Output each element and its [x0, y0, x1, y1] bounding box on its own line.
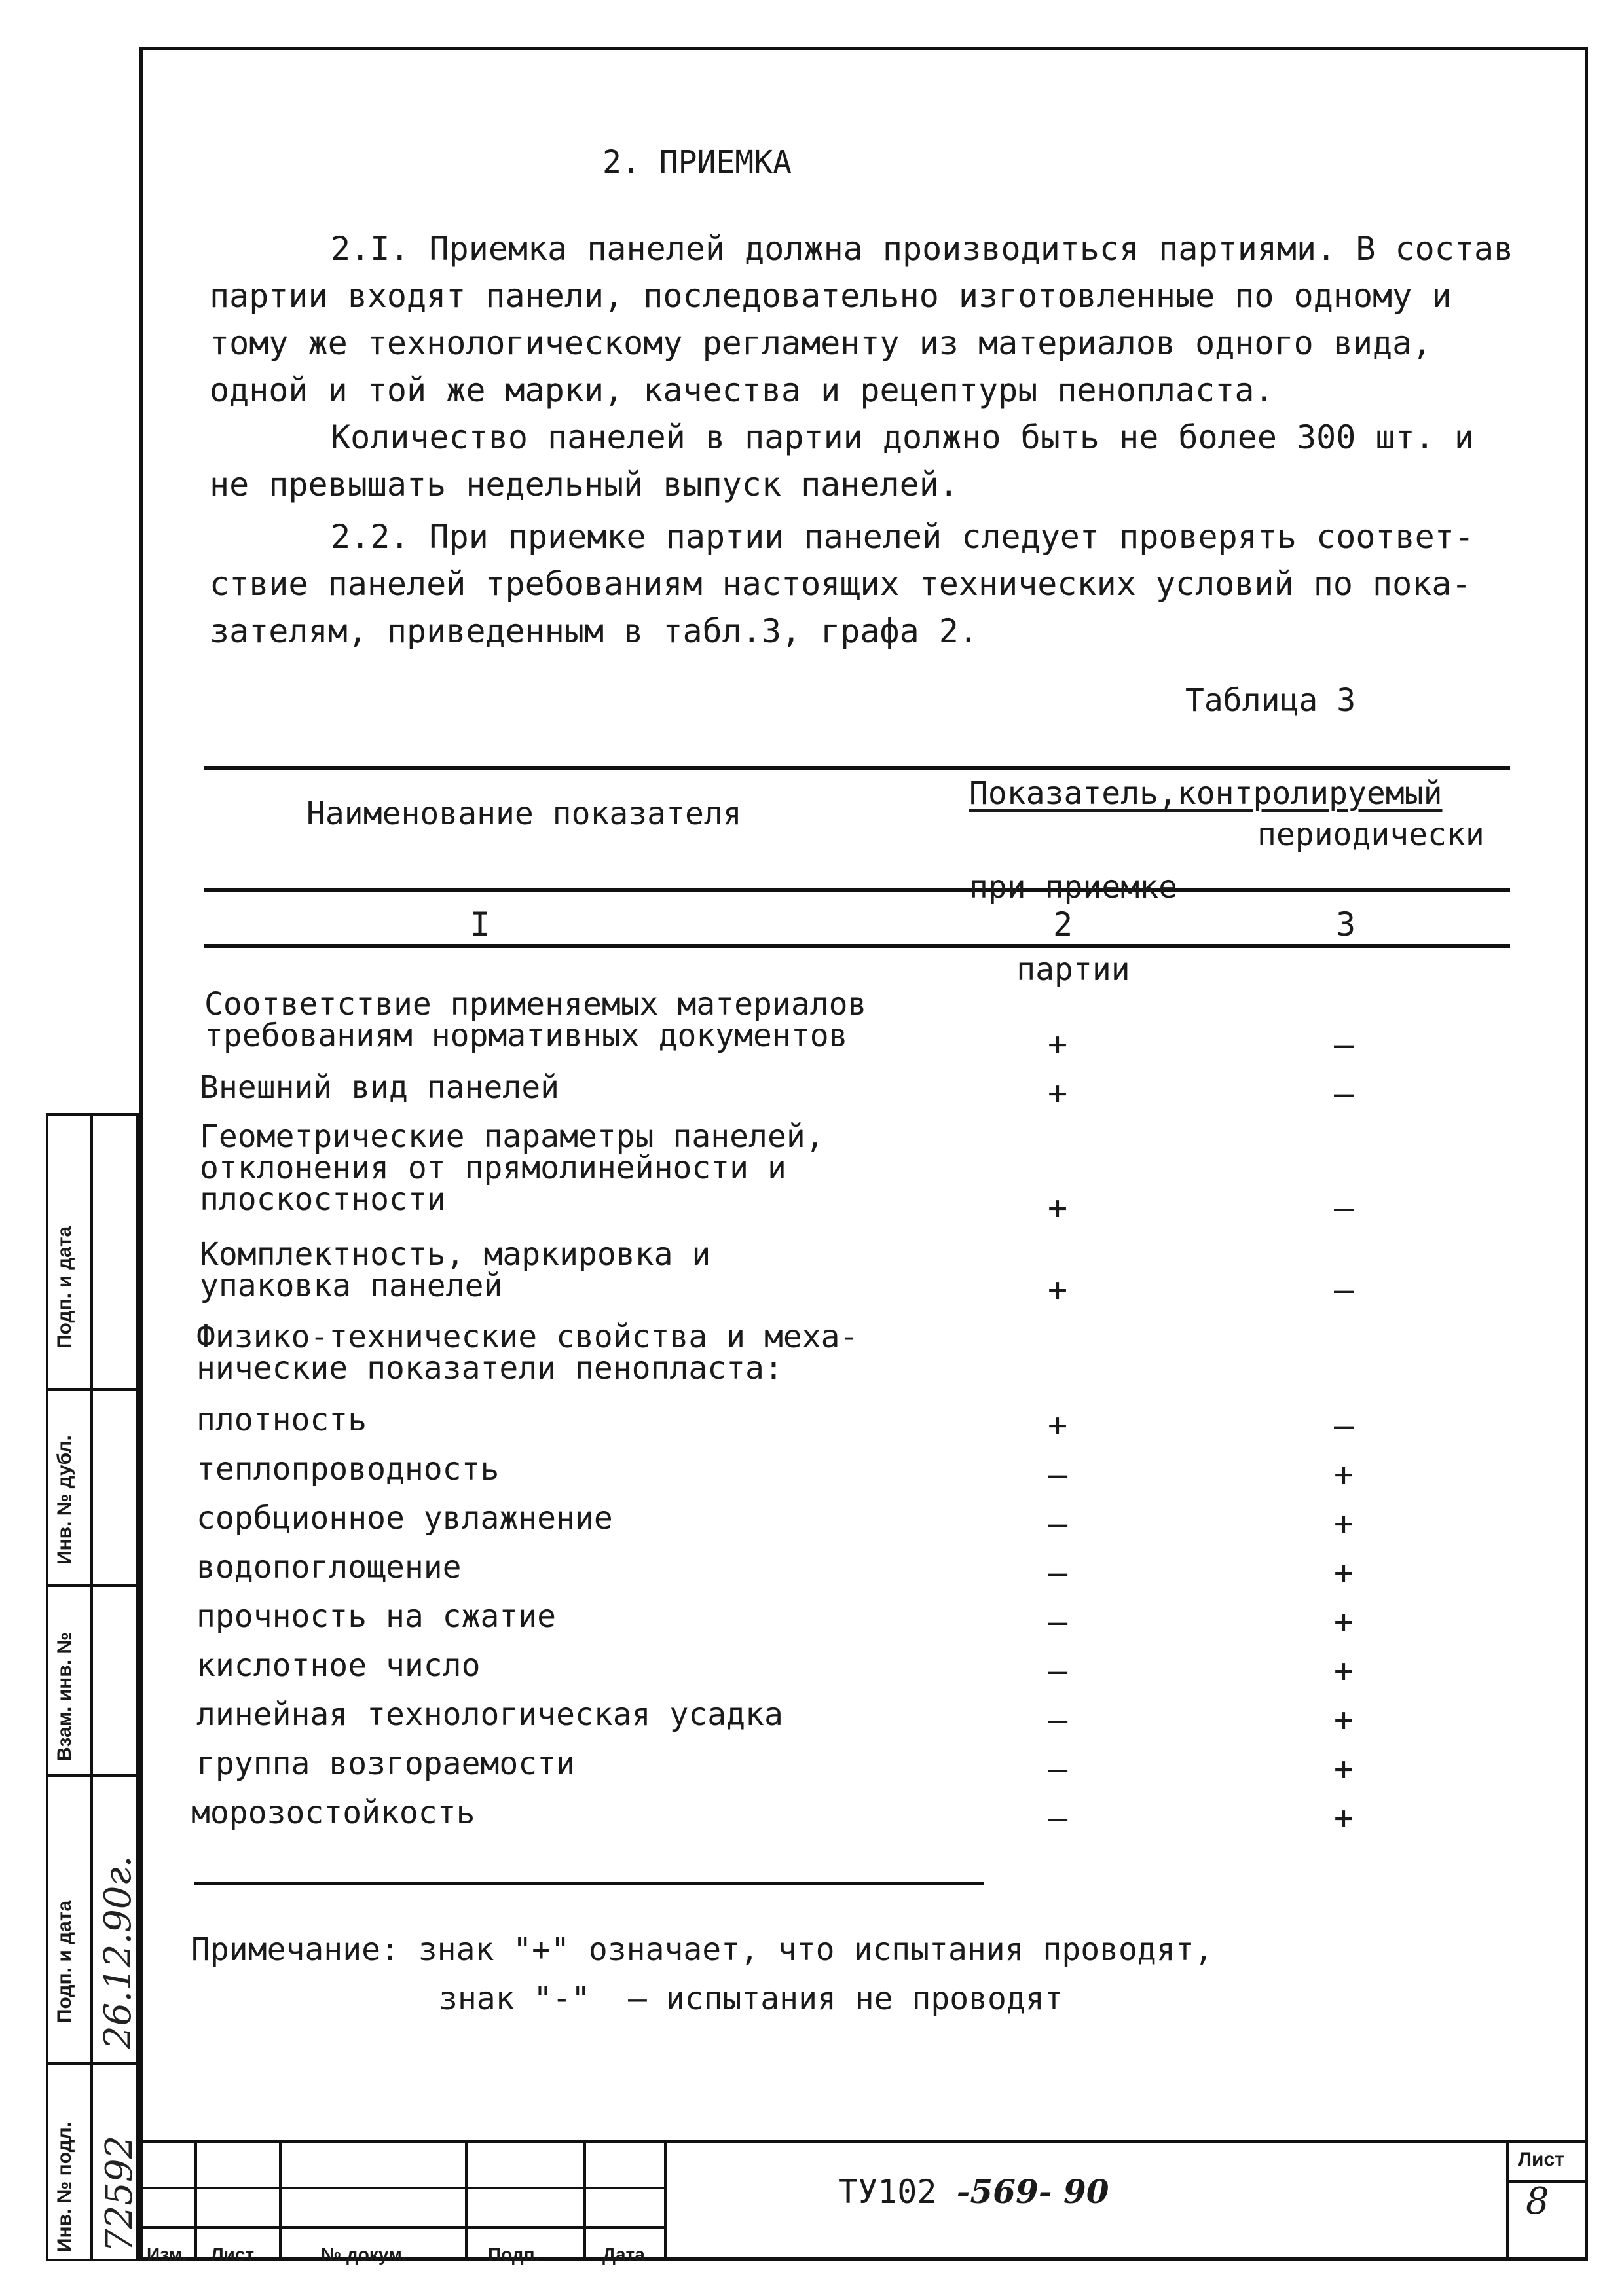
table-row-name: плотность [196, 1402, 367, 1438]
side-stamp-label: Взам. инв. № [54, 1632, 75, 1761]
column-header-acceptance-line2: партии [1016, 951, 1130, 988]
table-cell-acceptance: + [1047, 1271, 1068, 1309]
table-cell-periodic: – [1333, 1189, 1354, 1227]
title-block-label: Дата [602, 2244, 645, 2265]
table-caption: Таблица 3 [1185, 682, 1356, 719]
title-block-row-rule [143, 2226, 667, 2229]
table-cell-acceptance: – [1047, 1799, 1068, 1837]
column-header-name: Наименование показателя [306, 795, 742, 832]
paragraph-line: 2.I. Приемка панелей должна производиться партиями. В состав [331, 230, 1514, 268]
side-stamp-divider [46, 1388, 139, 1391]
table-row-name: Комплектность, маркировка и упаковка панелей [200, 1236, 711, 1304]
sheet-label: Лист [1518, 2149, 1564, 2170]
table-cell-acceptance: – [1047, 1701, 1068, 1739]
paragraph-line: тому же технологическому регламенту из материалов одного вида, [210, 324, 1432, 362]
side-stamp-divider [46, 2062, 139, 2065]
table-cell-acceptance: – [1047, 1504, 1068, 1542]
table-top-rule [204, 766, 1510, 770]
table-cell-periodic: + [1333, 1799, 1354, 1837]
document-code [838, 2172, 1109, 2211]
table-cell-periodic: + [1333, 1504, 1354, 1542]
table-row-name: прочность на сжатие [196, 1598, 557, 1635]
sheet-box-divider [1506, 2140, 1509, 2261]
paragraph-line: ствие панелей требованиям настоящих технических условий по пока- [210, 565, 1471, 603]
table-row-name: группа возгораемости [196, 1745, 575, 1782]
column-header-group: Показатель,контролируемый [969, 775, 1443, 812]
column-number-1: I [470, 905, 490, 943]
table-cell-periodic: – [1333, 1406, 1354, 1444]
column-header-acceptance-line1: при приемке [969, 869, 1177, 905]
title-block-col-rule [279, 2140, 282, 2261]
table-row-name: Физико-технические свойства и меха- нические показатели пенопласта: [196, 1319, 859, 1387]
title-block-label: Подп. [488, 2244, 540, 2265]
table-cell-periodic: – [1333, 1271, 1354, 1309]
document-code-number: -569- 90 [956, 2172, 1109, 2211]
column-number-3: 3 [1336, 905, 1356, 943]
side-stamp-label: Подп. и дата [54, 1226, 75, 1349]
column-number-2: 2 [1053, 905, 1073, 943]
table-cell-periodic: + [1333, 1554, 1354, 1592]
table-header-rule [204, 888, 1510, 892]
paragraph-line: партии входят панели, последовательно изготовленные по одному и [210, 277, 1452, 315]
table-cell-acceptance: – [1047, 1603, 1068, 1641]
table-row-name: водопоглощение [196, 1549, 462, 1586]
side-stamp-divider [46, 1584, 139, 1587]
note-line-1: Примечание: знак "+" означает, что испытания проводят, [191, 1931, 1213, 1968]
table-cell-periodic: + [1333, 1603, 1354, 1641]
paragraph-line: зателям, приведенным в табл.3, графа 2. [210, 612, 978, 650]
table-row-name: линейная технологическая усадка [196, 1696, 783, 1733]
table-cell-periodic: + [1333, 1750, 1354, 1788]
table-row-name: Соответствие применяемых материалов требованиям нормативных документов [204, 986, 867, 1054]
title-block-label: № докум. [321, 2244, 407, 2265]
table-cell-acceptance: – [1047, 1554, 1068, 1592]
table-cell-acceptance: + [1047, 1074, 1068, 1112]
table-cell-periodic: – [1333, 1074, 1354, 1112]
side-stamp-label: Инв. № подл. [54, 2121, 75, 2252]
title-block-top-rule [143, 2140, 1588, 2143]
table-cell-acceptance: – [1047, 1750, 1068, 1788]
table-cell-periodic: + [1333, 1455, 1354, 1493]
table-cell-acceptance: + [1047, 1189, 1068, 1227]
table-row-name: кислотное число [196, 1647, 481, 1684]
table-row-name: сорбционное увлажнение [196, 1500, 613, 1537]
title-block-col-rule [664, 2140, 667, 2261]
paragraph-line: не превышать недельный выпуск панелей. [210, 465, 959, 503]
title-block-label: Лист [211, 2244, 255, 2265]
table-row-name: морозостойкость [191, 1795, 475, 1831]
table-end-rule [194, 1882, 984, 1885]
sheet-number: 8 [1526, 2180, 1549, 2223]
table-row-name: Геометрические параметры панелей, отклонения от прямолинейности и плоскостности [200, 1118, 824, 1218]
paragraph-line: 2.2. При приемке партии панелей следует проверять соответ- [331, 518, 1474, 556]
table-colnum-rule [204, 944, 1510, 948]
paragraph-line: Количество панелей в партии должно быть не более 300 шт. и [331, 418, 1474, 456]
table-cell-periodic: – [1333, 1025, 1354, 1063]
paragraph-line: одной и той же марки, качества и рецептуры пенопласта. [210, 371, 1274, 409]
handwritten-inventory-number: 72592 [98, 2135, 141, 2252]
note-line-2: знак "-" – испытания не проводят [439, 1980, 1063, 2017]
table-row-name: Внешний вид панелей [200, 1069, 560, 1106]
table-cell-acceptance: + [1047, 1406, 1068, 1444]
side-stamp-label: Инв. № дубл. [54, 1435, 75, 1565]
table-cell-acceptance: – [1047, 1652, 1068, 1690]
title-block-col-rule [465, 2140, 468, 2261]
title-block-label: Изм. [147, 2244, 187, 2265]
document-code-prefix: ТУ102 [838, 2173, 937, 2211]
section-heading: 2. ПРИЕМКА [602, 144, 792, 181]
column-header-periodic: периодически [1257, 816, 1485, 853]
title-block-row-rule [143, 2187, 667, 2189]
table-cell-acceptance: – [1047, 1455, 1068, 1493]
side-stamp-divider [46, 1774, 139, 1777]
table-cell-acceptance: + [1047, 1025, 1068, 1063]
handwritten-date: 26.12.90г. [97, 1855, 139, 2049]
table-row-name: теплопроводность [196, 1451, 500, 1487]
column-header-acceptance [969, 818, 1177, 1011]
title-block-col-rule [194, 2140, 197, 2261]
title-block-col-rule [583, 2140, 586, 2261]
table-cell-periodic: + [1333, 1652, 1354, 1690]
table-cell-periodic: + [1333, 1701, 1354, 1739]
side-stamp-label: Подп. и дата [54, 1900, 75, 2023]
